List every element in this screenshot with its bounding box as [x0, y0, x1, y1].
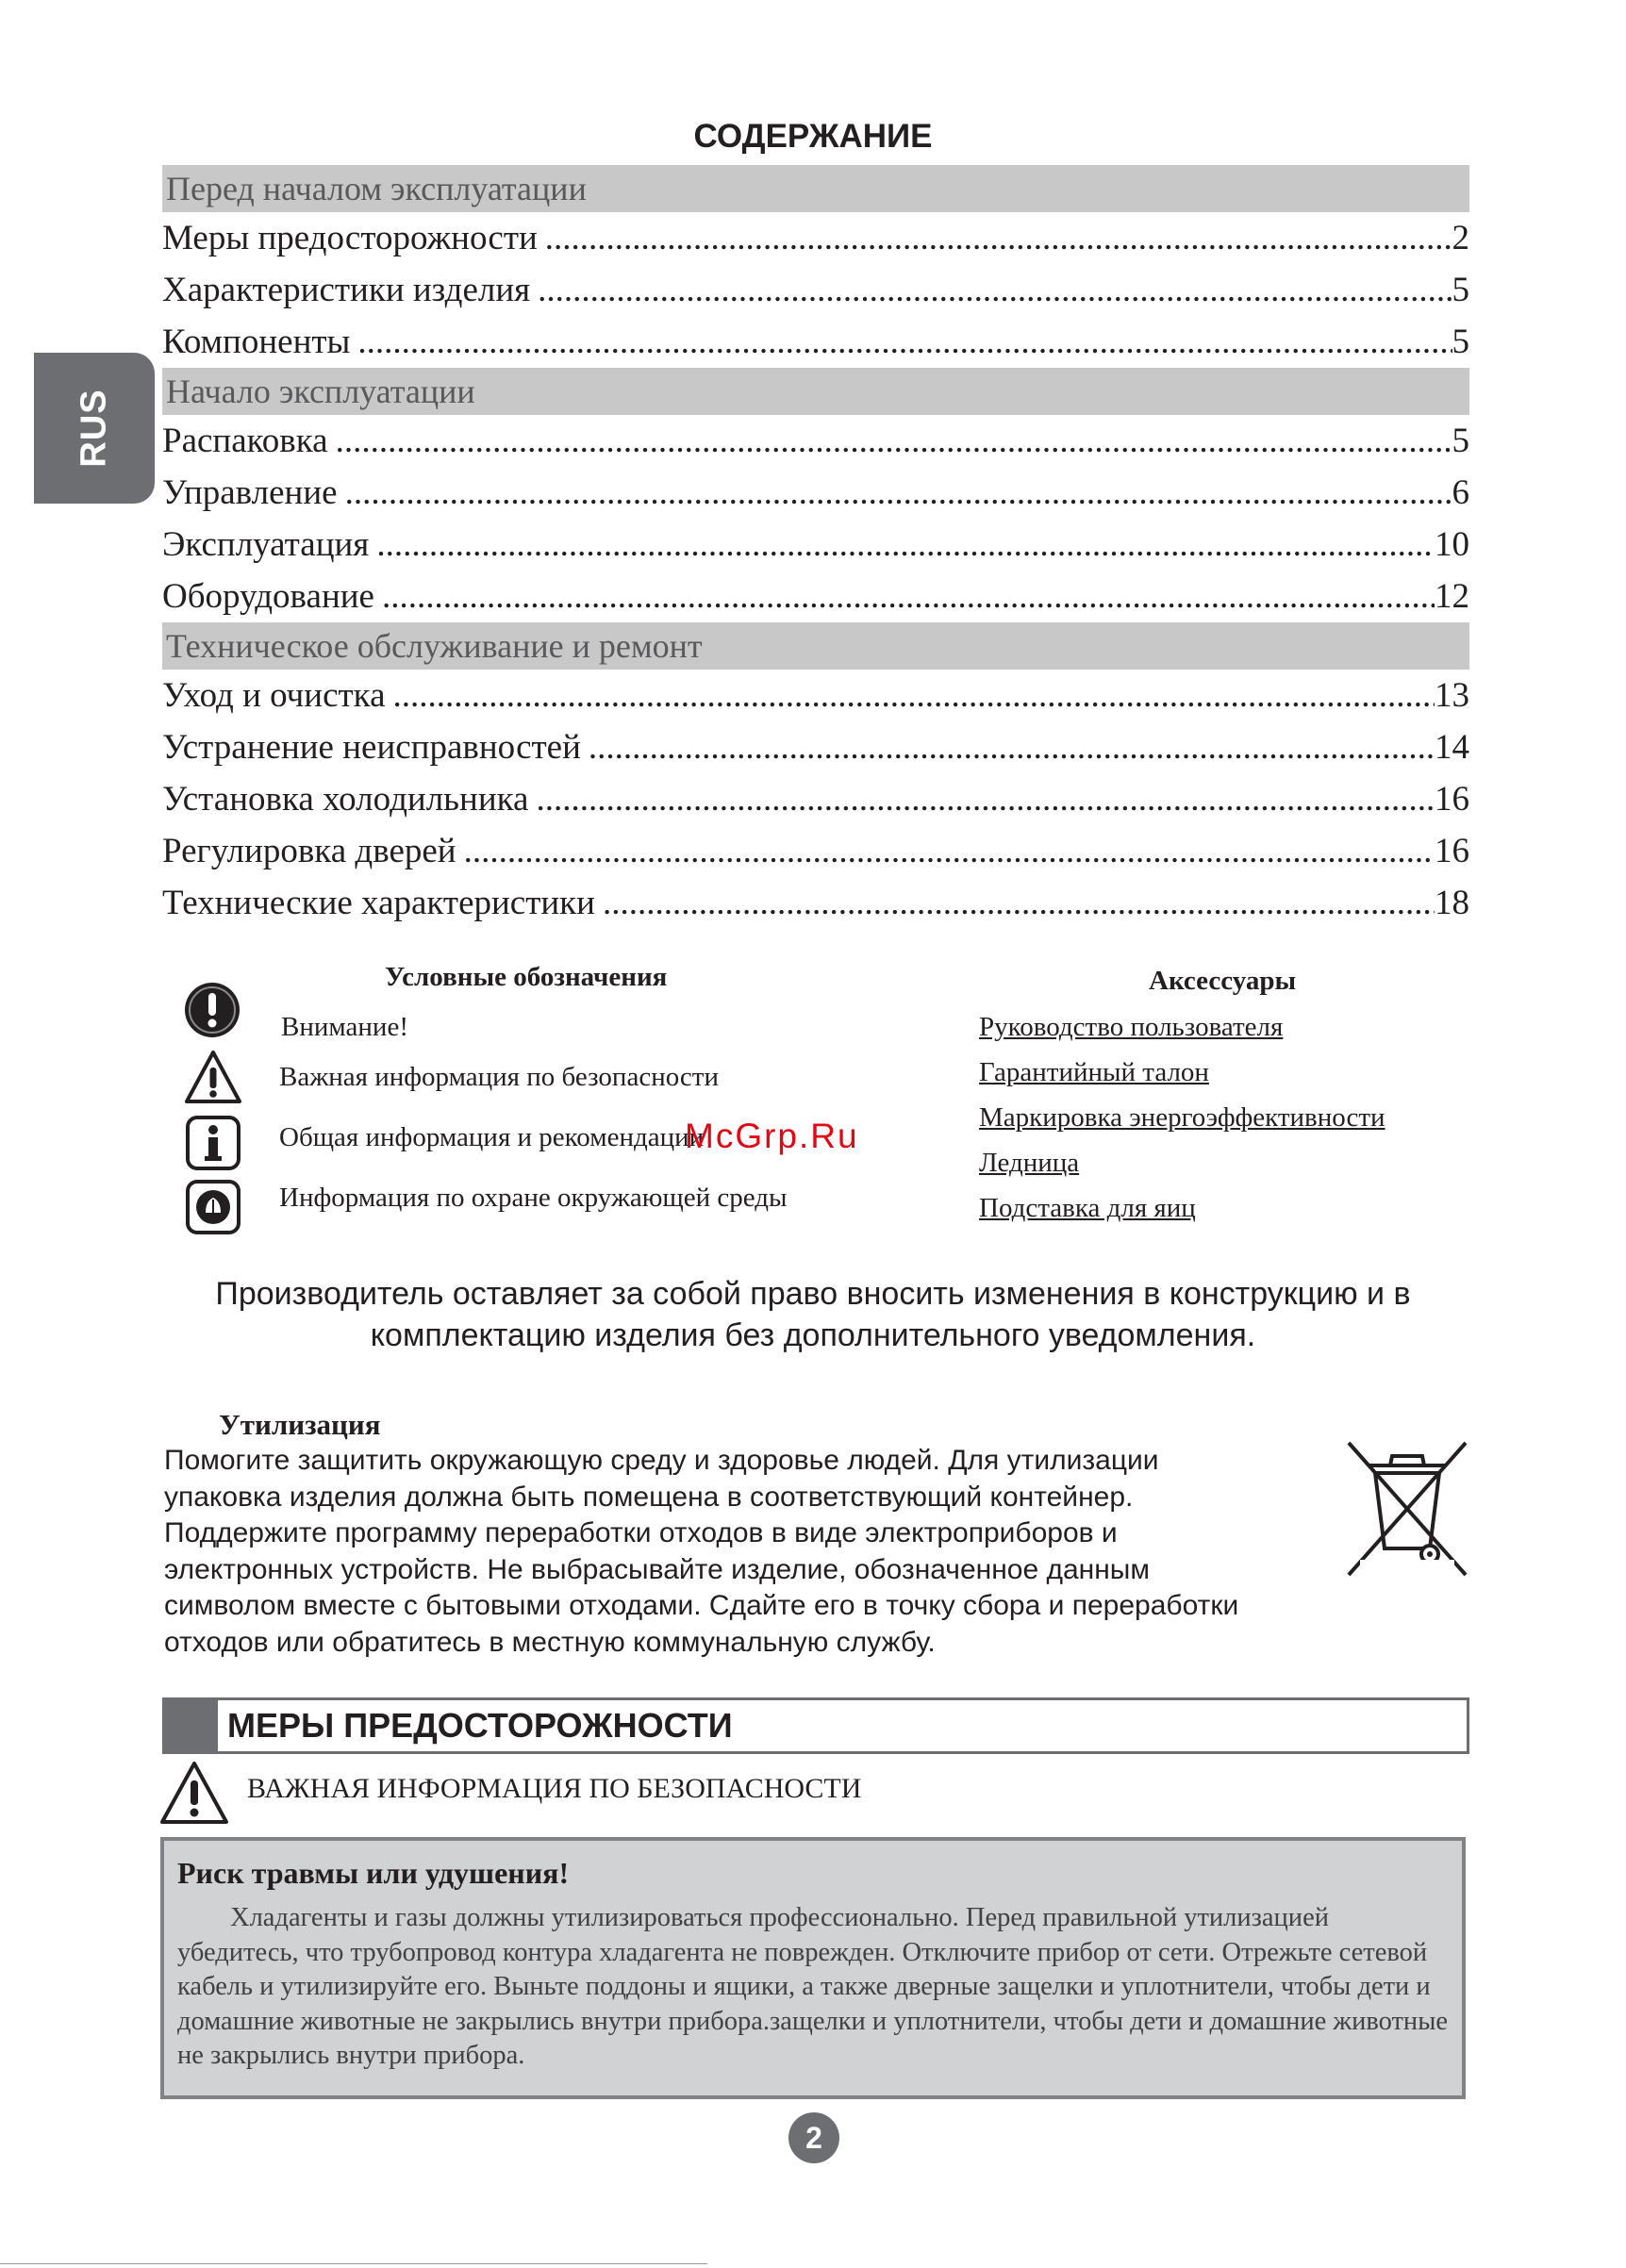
toc-entry-page: 5	[1452, 323, 1469, 361]
toc-entry[interactable]	[162, 467, 1469, 519]
toc-entry-label: Оборудование	[162, 577, 374, 616]
legend-text: Важная информация по безопасности	[279, 1062, 719, 1092]
toc-entry-page: 5	[1452, 271, 1469, 309]
toc-entry-page: 18	[1435, 884, 1469, 922]
bottom-rule	[0, 2263, 707, 2264]
safety-section-title: МЕРЫ ПРЕДОСТОРОЖНОСТИ	[227, 1706, 733, 1745]
accessories-title: Аксессуары	[1149, 966, 1297, 996]
toc-entry-label: Управление	[162, 473, 338, 512]
toc-entry[interactable]	[162, 316, 1469, 368]
toc-entry-label: Технические характеристики	[162, 884, 595, 922]
toc-entry-label: Устранение неисправностей	[162, 728, 581, 767]
toc-entry-page: 13	[1435, 676, 1469, 715]
risk-warning-box	[160, 1837, 1466, 2099]
disposal-line: упаковка изделия должна быть помещена в соответствующий контейнер.	[164, 1481, 1134, 1513]
safety-section-header	[162, 1697, 1469, 1754]
toc-entry[interactable]	[162, 519, 1469, 571]
toc-entry[interactable]	[162, 212, 1469, 264]
legend-title: Условные обозначения	[385, 962, 668, 992]
toc-entry-page: 10	[1435, 525, 1469, 564]
accessory-item: Руководство пользователя	[979, 1012, 1284, 1042]
info-icon	[185, 1115, 241, 1171]
environment-icon	[185, 1179, 241, 1235]
toc-entry-page: 16	[1435, 780, 1469, 819]
toc-entry-label: Распаковка	[162, 422, 328, 460]
toc-entry-label: Уход и очистка	[162, 676, 386, 715]
toc-section-header: Начало эксплуатации	[162, 368, 1469, 415]
toc-entry[interactable]	[162, 721, 1469, 773]
section-header-accent	[165, 1700, 218, 1751]
disposal-line: Помогите защитить окружающую среду и здоровье людей. Для утилизации	[164, 1445, 1159, 1476]
table-of-contents	[162, 165, 1469, 929]
watermark: McGrp.Ru	[685, 1117, 859, 1155]
disposal-line: электронных устройств. Не выбрасывайте изделие, обозначенное данным	[164, 1553, 1150, 1585]
toc-entry[interactable]	[162, 415, 1469, 467]
attention-icon	[183, 981, 241, 1039]
legend-text: Внимание!	[281, 1012, 408, 1042]
warning-triangle-icon	[183, 1049, 243, 1105]
disposal-text	[164, 1443, 1343, 1661]
toc-entry-page: 14	[1435, 728, 1469, 767]
toc-entry-label: Компоненты	[162, 323, 351, 361]
toc-entry[interactable]	[162, 571, 1469, 622]
toc-entry-label: Регулировка дверей	[162, 832, 456, 870]
toc-entry-label: Эксплуатация	[162, 525, 370, 564]
notice-line: Производитель оставляет за собой право вносить изменения в конструкцию и в	[215, 1276, 1411, 1312]
disposal-title: Утилизация	[219, 1408, 381, 1441]
toc-entry[interactable]	[162, 670, 1469, 721]
important-safety-label: ВАЖНАЯ ИНФОРМАЦИЯ ПО БЕЗОПАСНОСТИ	[247, 1773, 862, 1804]
language-tab-label: RUS	[74, 389, 114, 468]
toc-section-header: Техническое обслуживание и ремонт	[162, 622, 1469, 670]
toc-section-header: Перед началом эксплуатации	[162, 165, 1469, 212]
accessory-item: Подставка для яиц	[979, 1193, 1196, 1223]
toc-entry-page: 12	[1435, 577, 1469, 616]
weee-crossed-bin-icon	[1343, 1437, 1471, 1581]
toc-entry-page: 6	[1452, 473, 1469, 512]
toc-entry[interactable]	[162, 877, 1469, 929]
legend-text: Общая информация и рекомендации	[279, 1122, 705, 1152]
manufacturer-notice	[0, 1273, 1626, 1356]
toc-entry[interactable]	[162, 825, 1469, 877]
toc-entry-page: 16	[1435, 832, 1469, 870]
toc-entry[interactable]	[162, 264, 1469, 316]
accessory-item: Гарантийный талон	[979, 1057, 1209, 1087]
accessory-item: Маркировка энергоэффективности	[979, 1102, 1385, 1133]
toc-entry-page: 5	[1452, 422, 1469, 460]
toc-entry-label: Меры предосторожности	[162, 219, 538, 257]
toc-entry-label: Установка холодильника	[162, 780, 529, 819]
accessory-item: Ледница	[979, 1148, 1080, 1178]
disposal-line: символом вместе с бытовыми отходами. Сдайте его в точку сбора и переработки	[164, 1590, 1239, 1621]
toc-entry-page: 2	[1452, 219, 1469, 257]
toc-entry[interactable]	[162, 773, 1469, 825]
disposal-line: Поддержите программу переработки отходов в виде электроприборов и	[164, 1517, 1118, 1548]
warning-triangle-icon	[158, 1760, 230, 1826]
page-number: 2	[788, 2112, 839, 2163]
risk-text: Хладагенты и газы должны утилизироваться профессионально. Перед правильной утилизацией убедитесь, что трубопровод контура хладагента не поврежден. Отключите прибор от сети. Отрежьте сетевой кабель и утилизируйте его. Выньте поддоны и ящики, а также дверные защелки и уплотнители, чтобы дети и домашние животные не закрылись внутри прибора.защелки и уплотнители, чтобы дети и домашние животные не закрылись внутри прибора.	[177, 1903, 1448, 2070]
notice-line: комплектацию изделия без дополнительного уведомления.	[370, 1317, 1256, 1353]
toc-title: СОДЕРЖАНИЕ	[693, 118, 933, 155]
language-tab	[34, 353, 155, 504]
disposal-line: отходов или обратитесь в местную коммунальную службу.	[164, 1626, 936, 1658]
risk-title: Риск травмы или удушения!	[177, 1856, 570, 1890]
toc-entry-label: Характеристики изделия	[162, 271, 531, 309]
legend-text: Информация по охране окружающей среды	[279, 1183, 788, 1213]
